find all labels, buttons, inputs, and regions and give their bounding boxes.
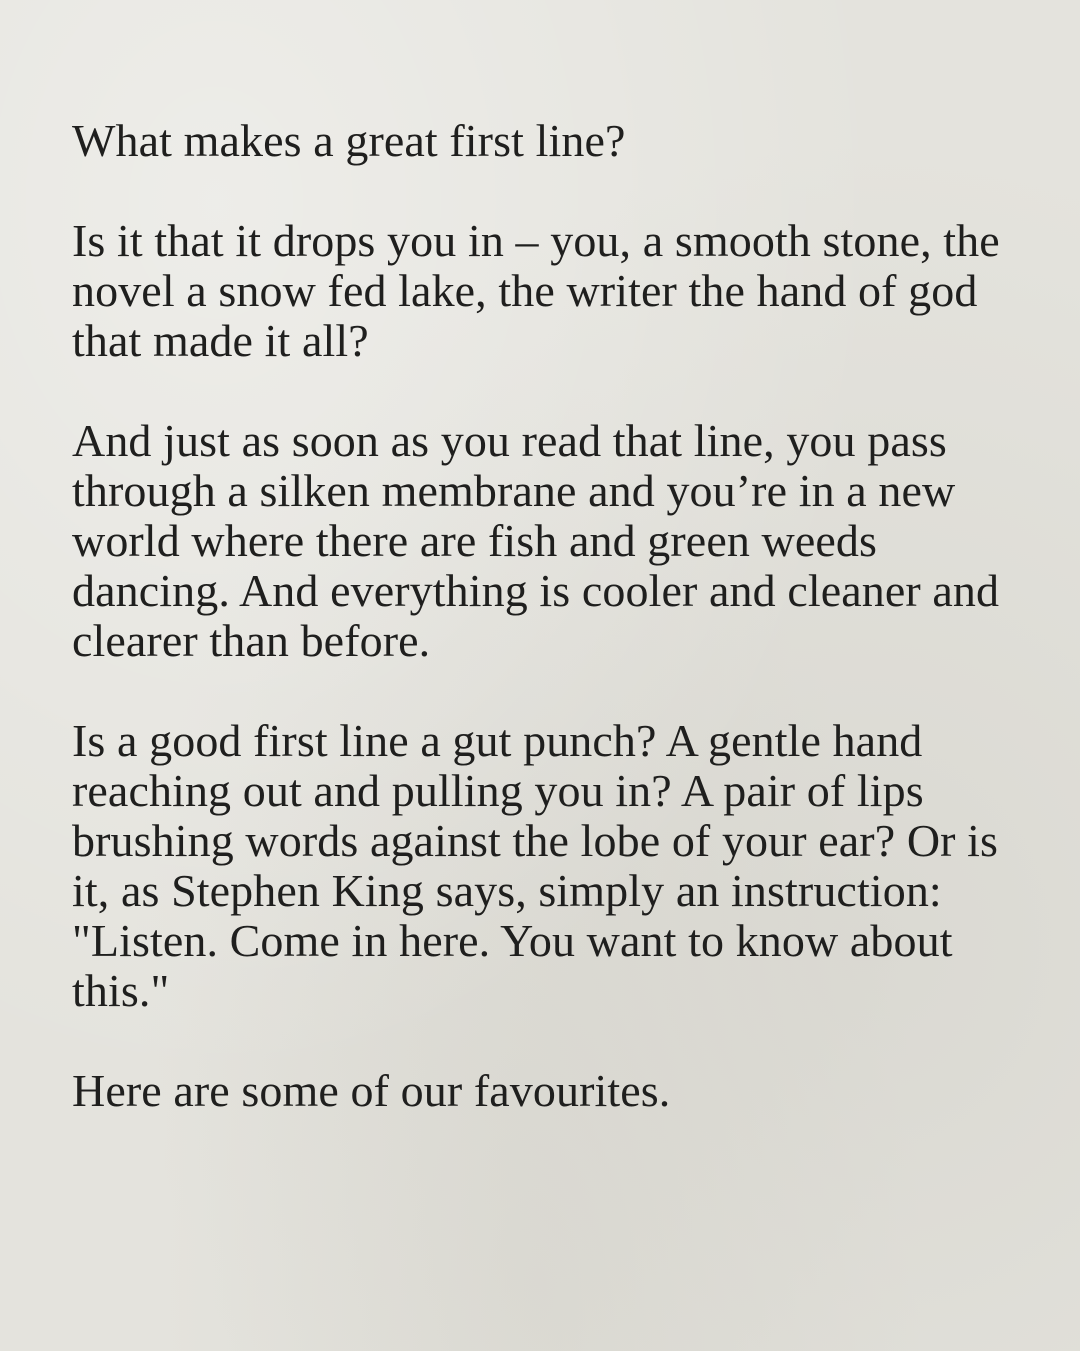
opening-question: What makes a great first line?	[72, 115, 626, 166]
paragraph-gap	[72, 1016, 1020, 1066]
paragraph-gap	[72, 366, 1020, 416]
paragraph-drops-you-in: Is it that it drops you in – you, a smooth stone, the novel a snow fed lake, the writer the hand of god that made it all?	[72, 215, 1000, 366]
paragraph-gap	[72, 166, 1020, 216]
paragraph-gut-punch: Is a good first line a gut punch? A gentle hand reaching out and pulling you in? A pair of lips brushing words against the lobe of your ear? Or is it, as Stephen King says, simply an instruction: "Listen. Come in here. You want to know about this."	[72, 715, 999, 1016]
paragraph-gap	[72, 666, 1020, 716]
closing-line: Here are some of our favourites.	[72, 1065, 671, 1116]
paragraph-new-world: And just as soon as you read that line, you pass through a silken membrane and you’re in a new world where there are fish and green weeds dancing. And everything is cooler and cleaner and clearer than before.	[72, 415, 1000, 666]
